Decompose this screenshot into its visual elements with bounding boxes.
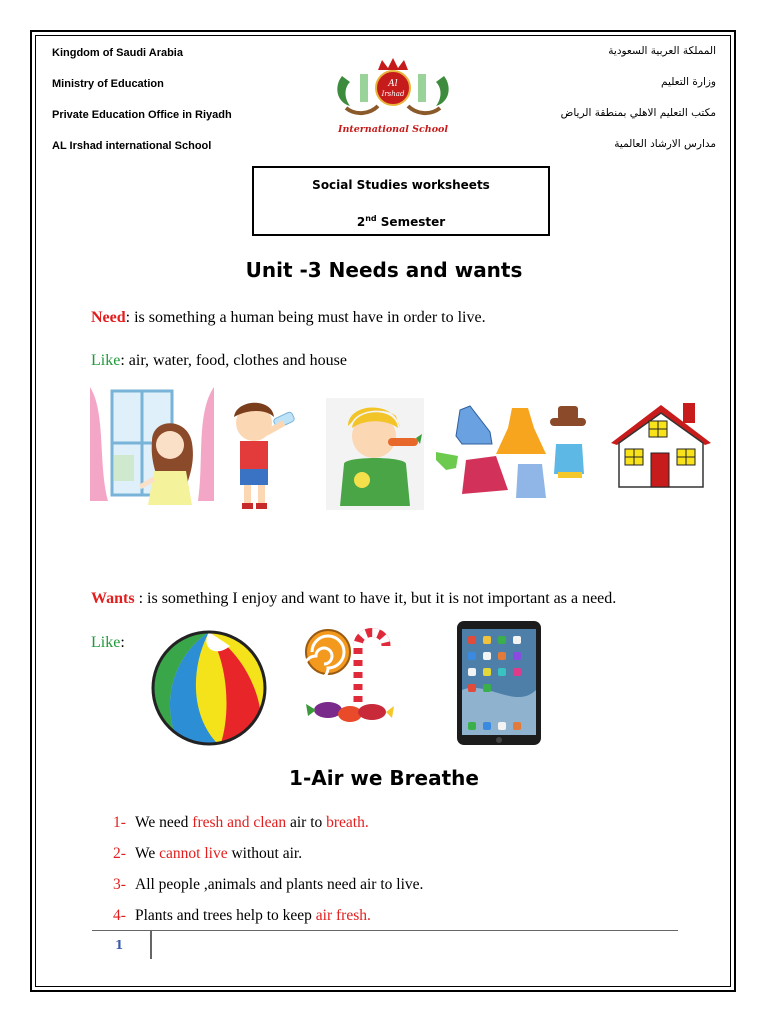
boy-drinking-water-image <box>222 393 304 515</box>
point-highlight: air fresh. <box>315 907 371 924</box>
wants-definition <box>91 590 616 608</box>
footer-vertical-divider <box>150 931 152 959</box>
header-right-line: مكتب التعليم الاهلي بمنطقة الرياض <box>560 107 716 119</box>
wants-term: Wants <box>91 590 135 607</box>
need-like-text: : air, water, food, clothes and house <box>120 352 347 369</box>
need-term: Need <box>91 309 126 326</box>
header-right-line: المملكة العربية السعودية <box>608 45 716 57</box>
point-text: We <box>135 845 160 862</box>
point-text: All people ,animals and plants need air to live. <box>135 876 424 893</box>
clothes-image <box>432 398 592 506</box>
need-like-label: Like <box>91 352 121 369</box>
point-number: 4- <box>113 907 126 924</box>
girl-at-window-image <box>88 383 216 507</box>
unit-title: Unit -3 Needs and wants <box>245 258 523 282</box>
point-text: without air. <box>227 845 303 862</box>
wants-like-colon: : <box>120 634 125 651</box>
air-point-4 <box>113 907 371 925</box>
logo-text-middle: Irshad <box>381 90 405 98</box>
page-number: 1 <box>115 938 124 952</box>
semester-suffix: nd <box>365 214 377 223</box>
need-examples <box>91 352 347 370</box>
worksheet-title: Social Studies worksheets <box>312 178 490 192</box>
point-highlight: breath. <box>326 814 369 831</box>
semester-word: Semester <box>376 215 446 229</box>
header-left <box>52 47 232 171</box>
header-right-line: وزارة التعليم <box>661 76 716 88</box>
need-text: : is something a human being must have in order to live. <box>125 309 486 326</box>
logo-text-top: Al <box>388 79 398 89</box>
candy-image <box>302 618 394 728</box>
beach-ball-image <box>150 628 268 748</box>
header-left-line: Ministry of Education <box>52 78 164 90</box>
point-number: 1- <box>113 814 126 831</box>
section-title: 1-Air we Breathe <box>289 766 479 790</box>
header-right <box>561 45 716 169</box>
tablet-image <box>456 620 542 746</box>
logo-caption: International School <box>338 124 448 135</box>
header-left-line: Private Education Office in Riyadh <box>52 109 232 121</box>
point-text: We need <box>135 814 193 831</box>
wants-like-label: Like <box>91 634 121 651</box>
worksheet-title-box <box>252 166 550 236</box>
header-left-line: Kingdom of Saudi Arabia <box>52 47 183 59</box>
point-number: 2- <box>113 845 126 862</box>
point-number: 3- <box>113 876 126 893</box>
school-logo <box>330 56 456 138</box>
air-point-2 <box>113 845 302 863</box>
header-left-line: AL Irshad international School <box>52 140 212 152</box>
wants-text: : is something I enjoy and want to have it, but it is not important as a need. <box>134 590 617 607</box>
point-highlight: fresh and clean <box>192 814 287 831</box>
semester-number: 2 <box>356 215 366 229</box>
wants-examples <box>91 634 125 652</box>
point-text: Plants and trees help to keep <box>135 907 316 924</box>
air-point-3 <box>113 876 423 894</box>
point-highlight: cannot live <box>159 845 228 862</box>
house-image <box>609 401 713 489</box>
footer-divider <box>92 930 678 931</box>
boy-eating-food-image <box>326 398 424 510</box>
air-point-1 <box>113 814 369 832</box>
header-right-line: مدارس الارشاد العالمية <box>614 138 716 150</box>
semester-label <box>254 214 548 229</box>
need-definition <box>91 309 486 327</box>
point-text: air to <box>286 814 327 831</box>
